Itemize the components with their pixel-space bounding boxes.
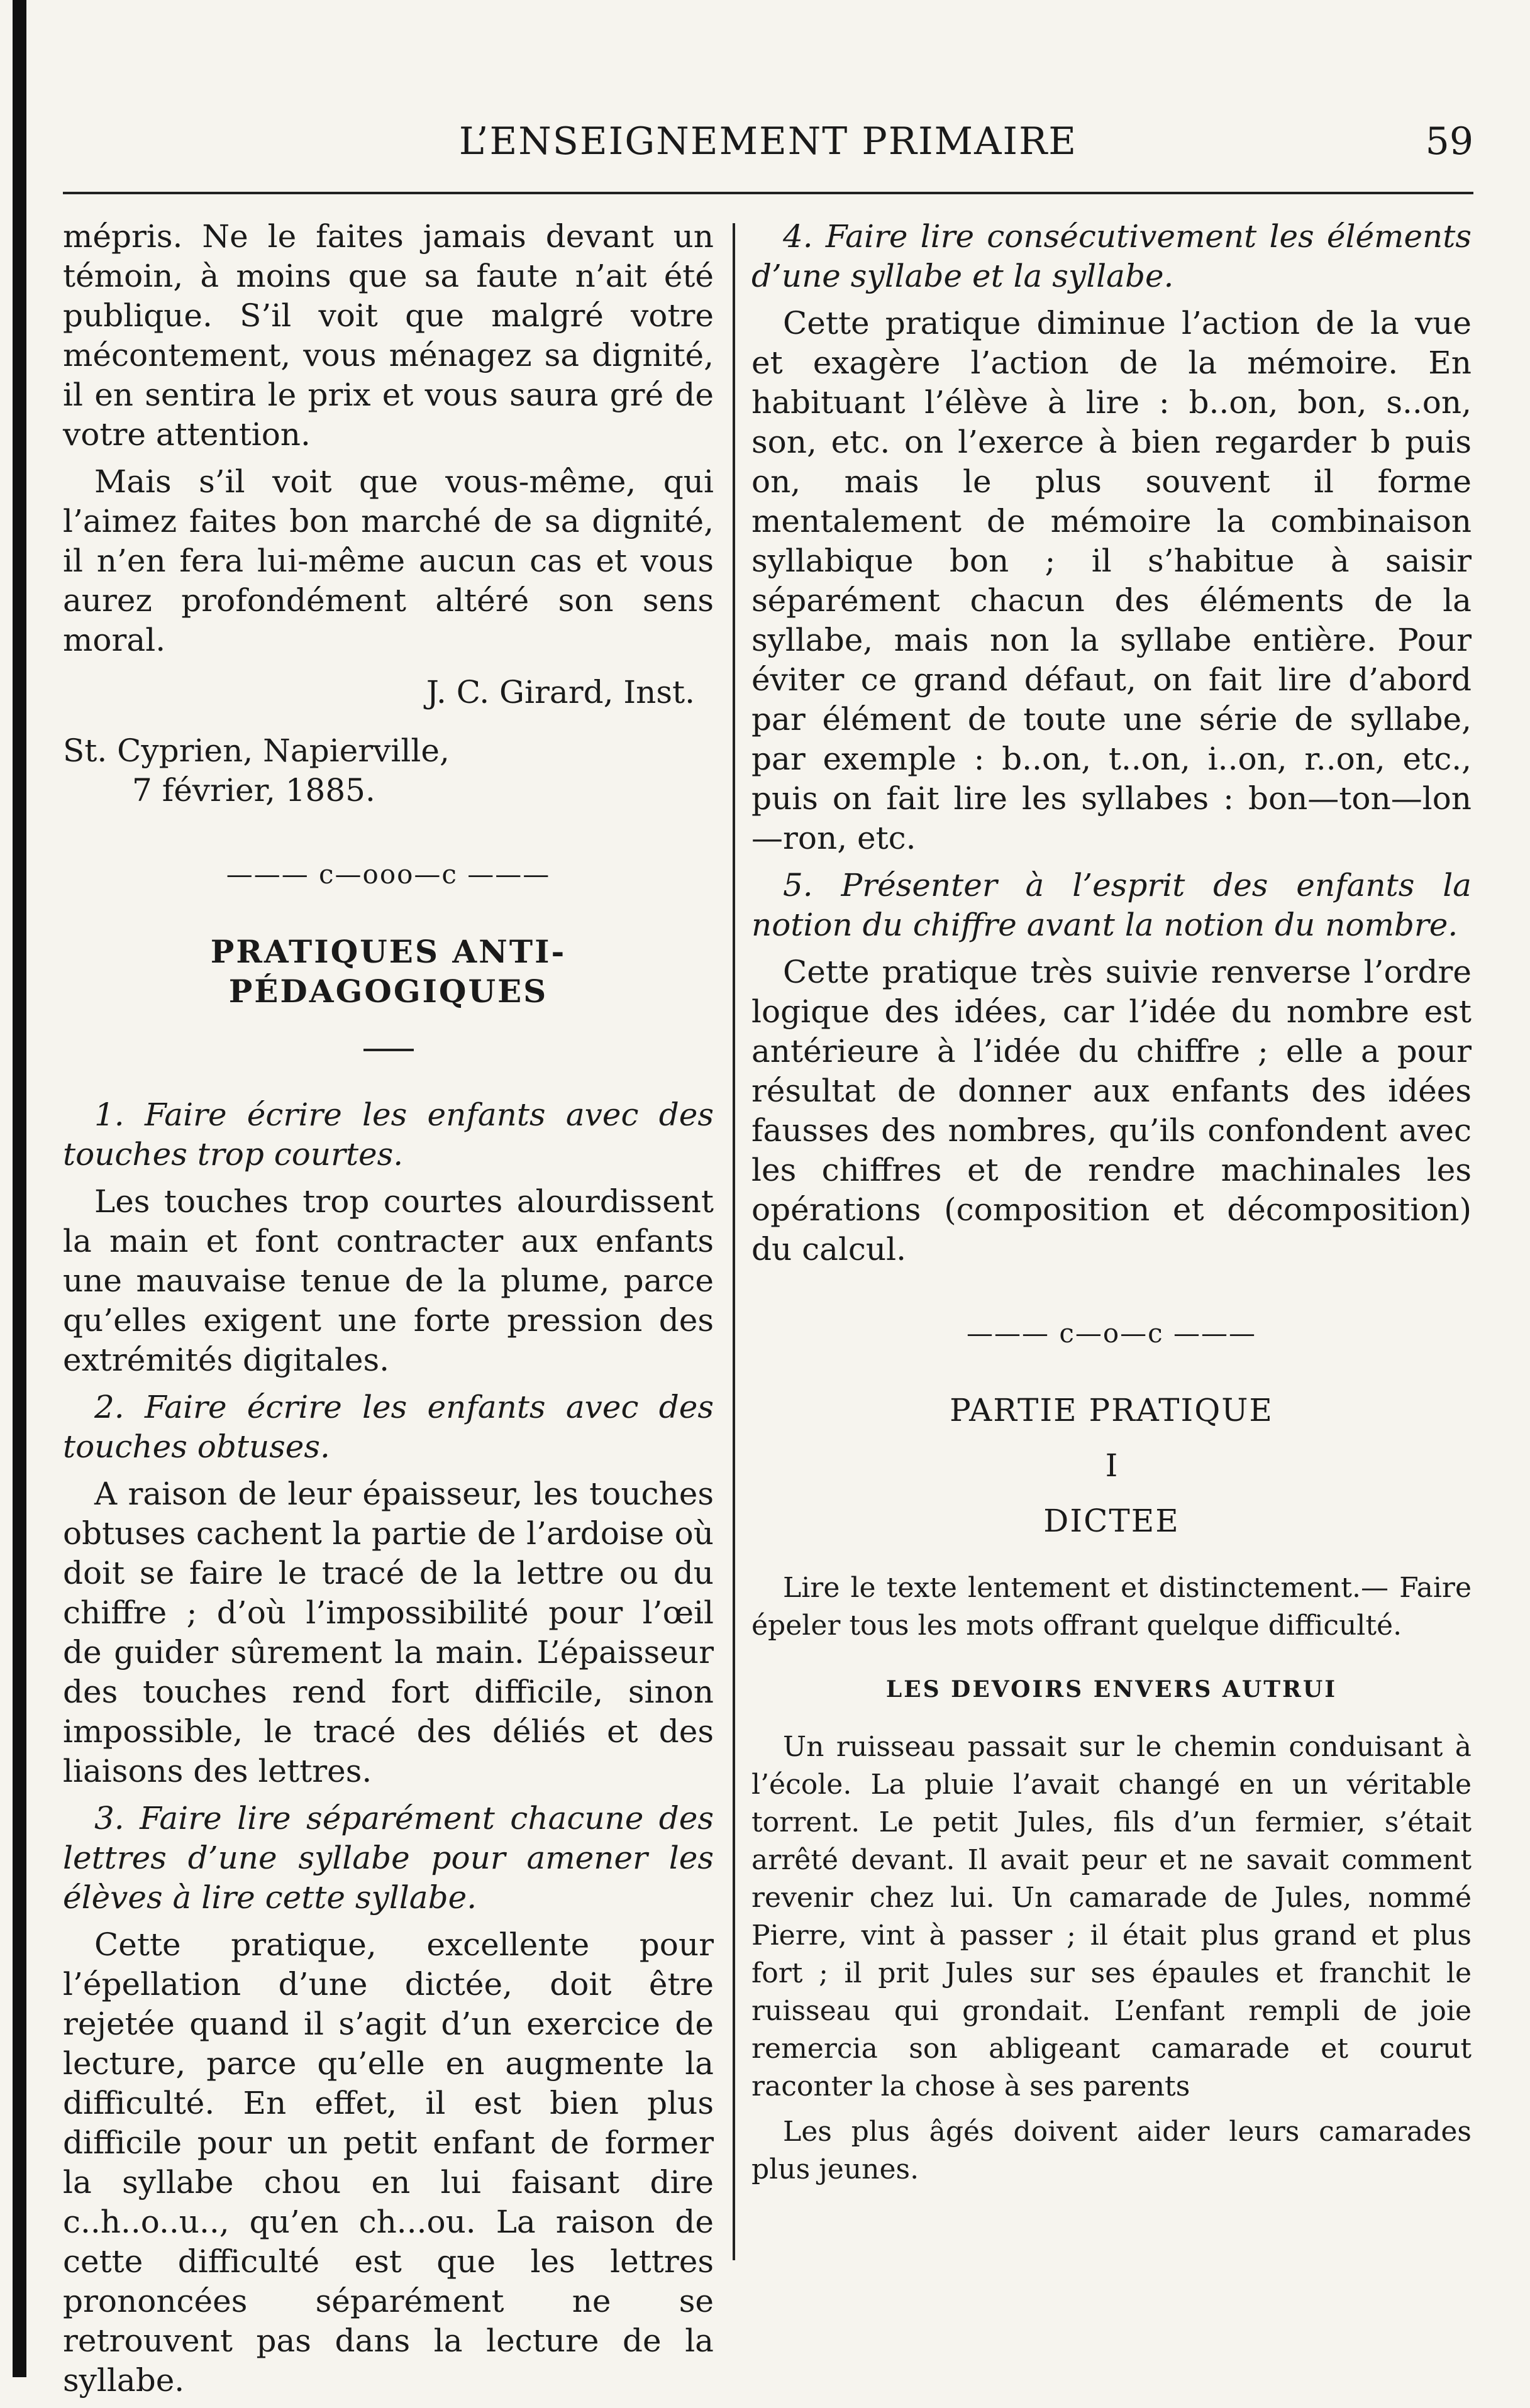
paragraph: mépris. Ne le faites jamais devant un témoin, à moins que sa faute n’ait été publique. S’il voit que malgré votre mécontement, vous ménagez sa dignité, il en sentira le prix et vous saura gré de votre attention. bbox=[63, 218, 714, 453]
paragraph: Mais s’il voit que vous-même, qui l’aimez faites bon marché de sa dignité, il n’en fera lui-même aucun cas et vous aurez profondément altéré son sens moral. bbox=[63, 463, 714, 658]
item-title: 3. Faire lire séparément chacune des lettres d’une syllabe pour amener les élèves à lire cette syllabe. bbox=[63, 1800, 714, 1916]
instructions: Lire le texte lentement et distinctement.— Faire épeler tous les mots offrant quelque difficulté. bbox=[751, 1572, 1472, 1642]
header-rule bbox=[63, 192, 1473, 194]
item-title: 5. Présenter à l’esprit des enfants la notion du chiffre avant la notion du nombre. bbox=[751, 867, 1472, 943]
short-rule bbox=[363, 1049, 414, 1051]
item-title: 1. Faire écrire les enfants avec des touches trop courtes. bbox=[63, 1096, 714, 1173]
page-header bbox=[63, 119, 1473, 189]
item-text: Cette pratique très suivie renverse l’ordre logique des idées, car l’idée du nombre est antérieure à l’idée du chiffre ; elle a pour résultat de donner aux enfants des idées fausses des nombres, qu’ils confondent avec les chiffres et de rendre machinales les opérations (composition et décomposition) du calcul. bbox=[751, 954, 1472, 1268]
item-title: 4. Faire lire consécutivement les éléments d’une syllabe et la syllabe. bbox=[751, 218, 1472, 294]
item-title: 2. Faire écrire les enfants avec des touches obtuses. bbox=[63, 1389, 714, 1465]
story-paragraph: Un ruisseau passait sur le chemin conduisant à l’école. La pluie l’avait changé en un véritable torrent. Le petit Jules, fils d’un fermier, s’était arrêté devant. Il avait peur et ne savait comment revenir chez lui. Un camarade de Jules, nommé Pierre, vint à passer ; il était plus grand et plus fort ; il prit Jules sur ses épaules et franchit le ruisseau qui grondait. L’enfant rempli de joie remercia son abligeant camarade et courut raconter la chose à ses parents bbox=[751, 1731, 1472, 2102]
right-column bbox=[751, 217, 1472, 2196]
story-paragraph: Les plus âgés doivent aider leurs camarades plus jeunes. bbox=[751, 2116, 1472, 2185]
item-text: Les touches trop courtes alourdissent la main et font contracter aux enfants une mauvaise tenue de la plume, parce qu’elles exigent une forte pression des extrémités digitales. bbox=[63, 1183, 714, 1378]
running-title: L’ENSEIGNEMENT PRIMAIRE bbox=[458, 119, 1078, 163]
dictee-title: DICTEE bbox=[1043, 1503, 1180, 1539]
place-line: St. Cyprien, Napierville, bbox=[63, 732, 450, 769]
part-number: I bbox=[1105, 1447, 1118, 1484]
page-number: 59 bbox=[1425, 119, 1473, 163]
item-text: Cette pratique diminue l’action de la vue et exagère l’action de la mémoire. En habituant l’élève à lire : b..on, bon, s..on, son, etc. on l’exerce à bien regarder b puis on, mais le plus souvent il forme mentalement de mémoire la combinaison syllabique bon ; il s’habitue à saisir séparément chacun des éléments de la syllabe, mais non la syllabe entière. Pour éviter ce grand défaut, on fait lire d’abord par élément de toute une série de syllabe, par exemple : b..on, t..on, i..on, r..on, etc., puis on fait lire les syllabes : bon—ton—lon—ron, etc. bbox=[751, 305, 1472, 856]
story-title: LES DEVOIRS ENVERS AUTRUI bbox=[885, 1676, 1338, 1703]
signature: J. C. Girard, Inst. bbox=[426, 674, 695, 710]
item-text: A raison de leur épaisseur, les touches obtuses cachent la partie de l’ardoise où doit se faire le tracé de la lettre ou du chiffre ; d’où l’impossibilité pour l’œil de guider sûrement la main. L’épaisseur des touches rend fort difficile, sinon impossible, le tracé des déliés et des liaisons des lettres. bbox=[63, 1476, 714, 1789]
part-title: PARTIE PRATIQUE bbox=[950, 1392, 1273, 1428]
separator: ——— c—ooo—c ——— bbox=[226, 859, 551, 890]
column-divider bbox=[733, 223, 735, 2260]
section-title: PRATIQUES ANTI-PÉDAGOGIQUES bbox=[210, 933, 567, 1010]
date-line: 7 février, 1885. bbox=[132, 772, 375, 809]
binding-edge bbox=[13, 0, 26, 2377]
left-column bbox=[63, 217, 714, 2408]
separator: ——— c—o—c ——— bbox=[966, 1318, 1257, 1349]
item-text: Cette pratique, excellente pour l’épellation d’une dictée, doit être rejetée quand il s’agit d’un exercice de lecture, parce qu’elle en augmente la difficulté. En effet, il est bien plus difficile pour un petit enfant de former la syllabe chou en lui faisant dire c..h..o..u.., qu’en ch...ou. La raison de cette difficulté est que les lettres prononcées séparément ne se retrouvent pas dans la lecture de la syllabe. bbox=[63, 1926, 714, 2399]
